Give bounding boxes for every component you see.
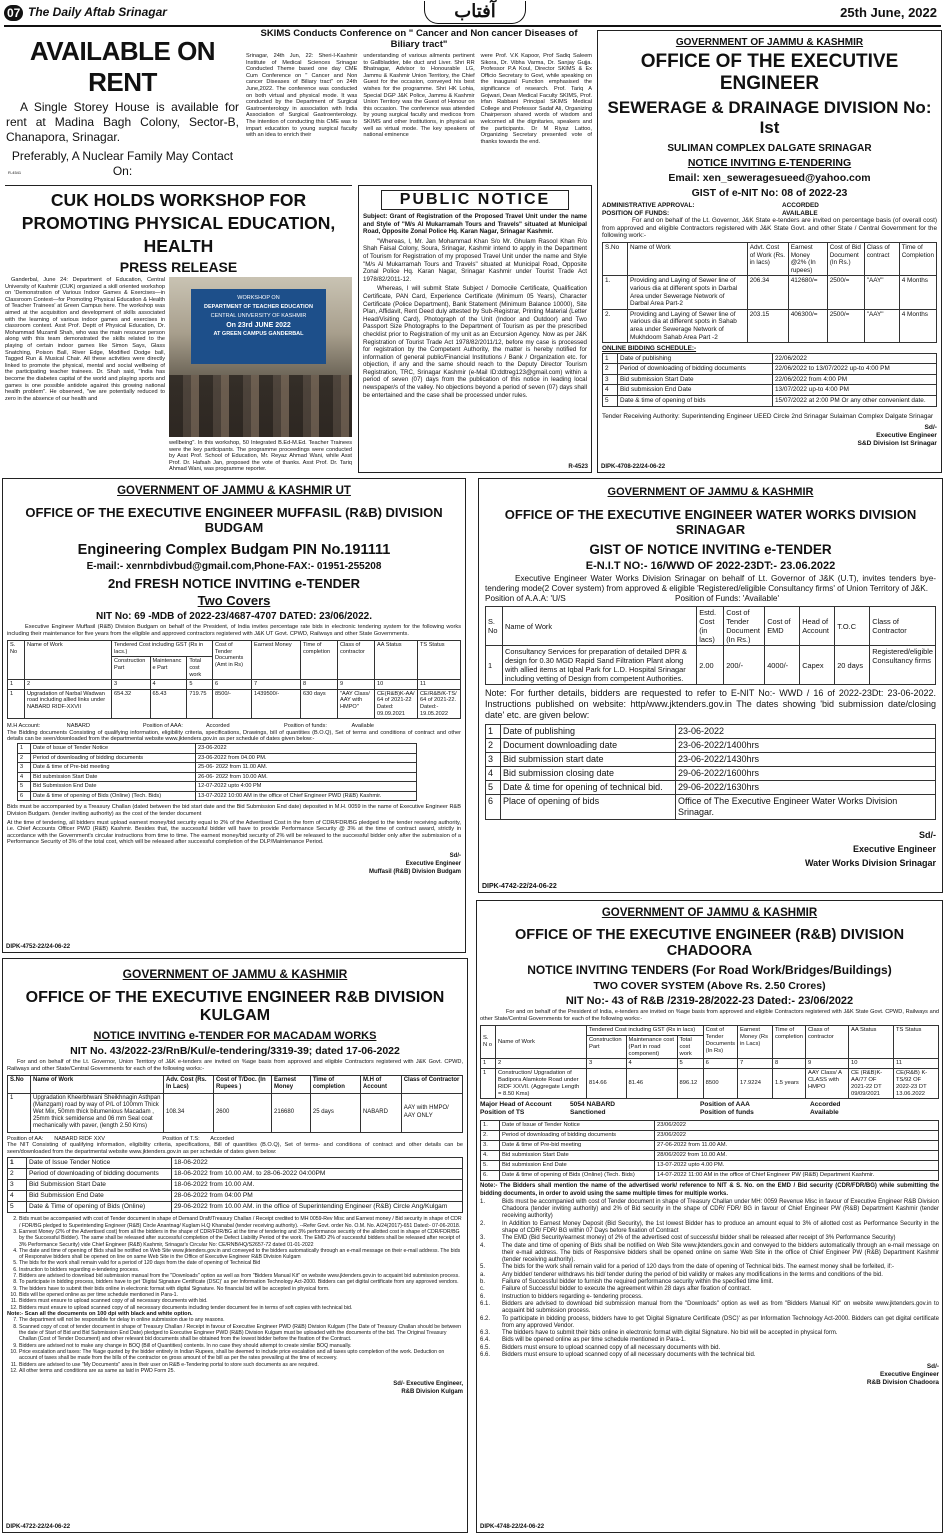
public-ref: R-4523 xyxy=(568,464,588,470)
table-row: 1 2 3 4 5 6 7 8 9 10 11 xyxy=(481,1059,939,1069)
kulgam-gov: GOVERNMENT OF JAMMU & KASHMIR xyxy=(122,967,348,981)
budgam-schedule xyxy=(17,743,417,802)
kulgam-note-scan: Note:- Scan all the documents on 100 dpi with black and white option. xyxy=(7,1310,193,1317)
col-em: Earnest Money @2% (In rupees) xyxy=(788,242,827,275)
budgam-office: OFFICE OF THE EXECUTIVE ENGINEER MUFFASIL (R&B) DIVISION BUDGAM xyxy=(25,505,443,535)
rent-ad xyxy=(6,32,239,177)
budgam-complex: Engineering Complex Budgam PIN No.191111 xyxy=(77,542,391,558)
budgam-nit: NIT No: 69 -MDB of 2022-23/4687-4707 DATED: 23/06/2022. xyxy=(95,611,373,622)
cuk-col1: Ganderbal, June 24: Department of Education, Central University of Kashmir (CUK) organized a skill oriented workshop on 'Demonstration of Various Indoor Games & Exercises—in Classroom Context—for Promoting Physical Education & Health of Teacher Trainees' at Green Campus here. The workshop was aimed at the acquisition and development of skills associated with the learning of various indoor games and exercises in classroom context. Asst Prof. Deptt of Physical Education, Dr. Mohammad Muzamil Shah, who was the main resource person along with this team demonstrated the skills related to the playing of certain indoor games like Simon Says, Glass Snatching, Poison Ball, River Edge, Modified Dodge ball, Tagged Run & Musical Chair. All these activities were directly linked to promote the physical, mental and social wellbeing of the participating teacher trainees. Dr. Shah said, "India has become the diabetes capital of the world and playing sports and games is one possible antidote against this growing national health problem". He observed, "we are potentially reduced to zero in the absence of our health and xyxy=(5,277,165,402)
chadoora-nit: NIT No:- 43 of R&B /2319-28/2022-23 Dated:- 23/06/2022 xyxy=(565,995,854,1007)
water-office: OFFICE OF THE EXECUTIVE ENGINEER WATER WORKS DIVISION SRINAGAR xyxy=(504,507,917,537)
cuk-article xyxy=(5,185,352,471)
signature: Sd/- xyxy=(919,830,936,840)
kulgam-table: S.No Name of Work Adv. Cost (Rs. In Lacs) Cost of T/Doc. (In Rupees ) Earnest Money Time of completion M.H of Account Class of Contractor 1 Upgradation Kheerbhwani Sheikhnagin Asthpan (Manzgam) road by way of P/L of 100mm Thick Wet Mix, 50mm thick bitumenious Macadam , 25mm thick semidense and 06 mm Seal coat mechanically with paver, (length 2.50 Kms) 108.34 2600 216680 25 days NABARD AAY with HMPO/ AAY ONLY xyxy=(7,1075,463,1132)
sewerage-intro: For and on behalf of the Lt. Governor, J&K State e-tenders are invited on percentage basis (of overall cost) from approved and eligible Contractors registered with J&K State Govt. and other State / Central Government for the following work:- xyxy=(602,217,937,240)
table-row: 4 Bid submission closing date 29-06-2022/1600hrs xyxy=(486,767,936,781)
waterworks-tender xyxy=(478,478,943,893)
water-intro: Executive Engineer Water Works Division Srinagar on behalf of Lt. Governor of J&K (U.T), invites tenders bye-tendering mode(2 Cover system) from approved & eligible 'Registered/eligible Consultancy firms' of Union Territory of J&K. xyxy=(485,574,936,593)
chadoora-cover: TWO COVER SYSTEM (Above Rs. 2.50 Crores) xyxy=(593,980,826,992)
sewerage-gist: GIST of e-NIT No: 08 of 2022-23 xyxy=(691,187,848,199)
kulgam-nit: NIT No. 43/2022-23/RnB/Kul/e-tendering/3319-39; dated 17-06-2022 xyxy=(70,1045,400,1057)
signature-division: Water Works Division Srinagar xyxy=(804,858,936,868)
table-row: 2 Period of downloading of bidding documents 23-06-2022 from 04.00 PM. xyxy=(18,753,417,763)
head-label: Major Head of Account xyxy=(480,1101,552,1109)
table-row: 5. Bid submission End Date 13-07-2022 upto 4.00 PM. xyxy=(481,1161,939,1171)
photo-people xyxy=(169,375,352,437)
budgam-email: E-mail:- xenrnbdivbud@gmail.com,Phone-FAX:- 01951-255208 xyxy=(86,561,382,572)
skims-article xyxy=(246,28,592,178)
col-cost: Advt. Cost of Work (Rs. in lacs) xyxy=(747,242,788,275)
sewerage-notice: NOTICE INVITING E-TENDERING xyxy=(687,157,852,169)
col-class: Class of contract xyxy=(864,242,899,275)
kulgam-office: OFFICE OF THE EXECUTIVE ENGINEER R&B DIVISION KULGAM xyxy=(25,989,445,1024)
photo-banner: WORKSHOP ON DEPARTMENT OF TEACHER EDUCATION CENTRAL UNIVERSITY OF KASHMIR On 23rd JUNE 2022 AT GREEN CAMPUS GANDERBAL xyxy=(191,289,326,364)
table-row: 3 Bid Submission Start Date 18-06-2022 from 10.00 AM. xyxy=(8,1180,463,1191)
budgam-ma: M.H Account: NABARD Position of AAA: Accorded Position of funds: Available xyxy=(7,723,375,730)
cuk-col2: wellbeing". In this workshop, 50 Integrated B.Ed-M.Ed. Teacher Trainees were the key participants. The programme proceedings were conducted by Asst Prof. School of Education, Mr. Reyaz Ahmad Wani, while Asst Prof. Dr. Hafsah Jan, proposed the vote of thanks. Asst Prof. Dr. Tariq Ahmad Wani, was programme reporter. xyxy=(169,440,352,471)
table-row: 3 Date & time of Pre-bid meeting 25-06- 2022 from 11.00 AM. xyxy=(18,763,417,773)
chadoora-office: OFFICE OF THE EXECUTIVE ENGINEER (R&B) DIVISION CHADOORA xyxy=(514,927,905,959)
table-row: 1. Providing and Laying of Sewer line of various dia at different spots in Darbal Area under Sewerage Network of Darbal Area Part-2 206.34 412680/= 2500/= "AAY" 4 Months xyxy=(603,276,937,309)
water-gov: GOVERNMENT OF JAMMU & KASHMIR xyxy=(607,486,814,498)
skims-title: SKIMS Conducts Conference on " Cancer and Non cancer Diseases of Biliary tract" xyxy=(260,28,578,50)
water-funds: Position of Funds: 'Available' xyxy=(675,594,780,603)
kulgam-notes: 2. Bids must be accompanied with cost of Tender document in shape of Demand Draft/Treasury Challan / Receipt credited to MH 0059-Rev Misc and Earnest money / Bid security in shape of CDR / FDR/BG pledged to Superintending Engineer (R&B) Circle Anantnag/ Kuglam H.Q Khanabal (tender receiving authority). --Refer Govt. order No. O.M. No. A/24(2017)-651 Dated:- 07-06-2018. 3. Earnest Money (2% of the Advertised cost) from all the bidders in the shape of CDR/FDR/BG at the time of tendering and 3% performance security of the allotted cost in shape of CDR/FDR/BG by the Successful Bidder). The same shall be released after successful completion of the Defect Liability Period of the work. The EMD 2% of successful bidders shall be released after receipt of 3% Performance Security) vide Chief Engineer (R&B) Kashmir, Srinagar's Circular No: CE/RNB/HQ/S2657-72 dated 01-01-2022 4. The date and time of opening of Bids shall be notified on Web Site www.jktenders.gov.in and conveyed to the bidders automatically through an e-mail message on their e-mail address. The bids of Responsive bidders shall be opened on line on same Web Site in the Office of Executive Engineer R&B Division Kulgam 5. The bids for the work shall remain valid for a period of 120 days from the date of opening of Technical Bid 6. Instruction to bidders regarding e-tendering process. 7. Bidders are advised to download bid submission manual from the "Downloads" option as well as from "Bidders Manual Kit" on website www.jktenders.gov.in to acquaint bid submission process. 8. To participate in bidding process, bidders have to get 'Digital Signature Certificate (DSC)' as per Information Technology Act-2000. Bidders can get digital certificate from any approved vendors. 9. The bidders have to submit their bids online in electronic format with digital Signature. No financial bid will be accepted in physical form. 10. Bids will be opened online as per time schedule mentioned in Para-1. 11. Bidders must ensure to upload scanned copy of all necessary documents with bid. 12. Bidders must ensure to upload scanned copy of all necessary documents including tender document fee in terms of soft copies with technical bid. xyxy=(7,1216,463,1310)
sewerage-office1: OFFICE OF THE EXECUTIVE ENGINEER xyxy=(640,51,899,94)
workshop-photo xyxy=(169,277,352,437)
public-subject: Subject: Grant of Registration of the Proposed Travel Unit under the name and Style of "M/s Al Mukarramah Tours and Travels" situated at Municipal Road, Opposite Zonal Police Hq. Karan Nagar, Srinagar Kashmir. xyxy=(363,213,587,236)
budgam-n2: Bids must be accompanied by a Treasury Challan (dated between the bid start date and the Bid Submission End date) deposited in M.H. 0059 in the name of Executive Engineer R&B Division Budgam. (tender inviting authority) as the cost of the tender document xyxy=(7,804,461,818)
col-sno: S.No xyxy=(603,242,628,275)
budgam-n3: At the time of tendering, all bidders must upload earnest money/bid security equal to 2% of the Advertised Cost in the form of CDR/FDR/BG pledged to the tender receiving authority, i.e. Chief Accounts Officer PWD (R&B) Kashmir. Besides that, the successful bidder will have to provide Performance Security @ 3% at the time of contract award, strictly in accordance with the Government's circular instructions from time to time. The earnest money/bid security of 2% will be released to the successful bidder only after the submission of a Performance Security of 3% of the total cost, which will be released after successful completion of the DLP/Maintenance Period. xyxy=(7,819,461,846)
table-row: 1 Date of publishing 23-06-2022 xyxy=(486,725,936,739)
budgam-table: S. No Name of Work Tendered Cost including GST (Rs in lacs.) Cost of Tender Documents (Amt in Rs) Earnest Money Time of completion Class of contractor AA Status TS Status Construction Part Maintenanc e Part Total cost work 1 2 3 4 5 6 7 8 9 10 11 1 Upgradation of Narbal Wadwan road including allied links under NABARD RIDF-XXVII 654.32 65.43 719.75 8500/- 1439500/- 630 days "AAY Class/ AAY with HMPO" CE(R&B)K-AA/ 64 of 2021-22 Dated: 09.09.2021 CE/R&B/K-TS/ 64 of 2021-22. Dated:- 19.05.2022 xyxy=(7,640,461,719)
admin-value: ACCORDED xyxy=(782,202,819,209)
funds-value: Available xyxy=(810,1109,839,1117)
ts-value: Sanctioned xyxy=(570,1109,606,1117)
paper-name: The Daily Aftab Srinagar xyxy=(28,5,167,19)
aaa-label: Position of AAA xyxy=(700,1101,750,1109)
ts-label: Position of TS xyxy=(480,1109,525,1117)
water-aaa: Position of A.A.A: 'U/S xyxy=(485,594,566,603)
signature-division: S&D Division Ist Srinagar xyxy=(857,440,937,448)
signature-title: Executive Engineer xyxy=(852,844,936,854)
table-row: 2 Period of downloading of bidding documents 18-06-2022 from 10.00 AM. to 28-06-2022 04:00PM xyxy=(8,1169,463,1180)
table-row: 1 2 3 4 5 6 7 8 9 10 11 xyxy=(8,680,461,690)
signature-division: Muffasil (R&B) Division Budgam xyxy=(368,869,461,876)
table-row: 1 Construction/ Upgradation of Badipora Alamkote Road under RIDF XXVII. (Aggregate Length = 8.50 Kms) 814.66 81.46 896.12 8500 17.9224 1.5 years AAY Class/ A CLASS with HMPO CE (R&B)K-AA/77 OF 2021-22 DT 09/09/2021 CE(R&B) K-TS/92 OF 2022-23 DT 13.06.2022 xyxy=(481,1069,939,1099)
schedule-title: ONLINE BIDDING SCHEDULE:- xyxy=(602,345,697,353)
table-row: 5 Date & time for opening of technical bid. 29-06-2022/1630hrs xyxy=(486,781,936,795)
kulgam-n1: The NIT Consisting of qualifying information, eligibility criteria, specifications, Bill of quantities (B.O.Q), Set of terms- and conditions of contract and other details can be seen/downloaded from the departmental website www.jktenders.gov.in as per schedule of dates given below: xyxy=(7,1142,463,1155)
signature-division: R&B Division Kulgam xyxy=(401,1389,463,1396)
rent-ref: R-4541 xyxy=(8,170,22,175)
chadoora-gov: GOVERNMENT OF JAMMU & KASHMIR xyxy=(601,907,818,919)
chadoora-notice: NOTICE INVITING TENDERS (For Road Work/Bridges/Buildings) xyxy=(527,963,892,977)
signature: Sd/- xyxy=(449,853,461,860)
signature-title: Executive Engineer xyxy=(405,861,461,868)
kulgam-ma: Position of AA: NABARD RIDF XXV Position of T.S: Accorded xyxy=(7,1135,234,1142)
table-row: 4 Bid submission End Date 13/07/2022 up-to 4:00 PM xyxy=(603,385,937,396)
table-row: 6 Place of opening of bids Office of The Executive Engineer Water Works Division Srinagar. xyxy=(486,795,936,820)
budgam-gov: GOVERNMENT OF JAMMU & KASHMIR UT xyxy=(117,485,351,497)
table-row: 5 Date & Time of opening of Bids (Online) 29-06-2022 from 10.00 AM. in the office of Superintending Engineer (R&B) Circle Ang/Kulgam xyxy=(8,1202,463,1213)
table-row: 5 Bid Submission End Date 12-07-2022 upto 4:00 PM xyxy=(18,782,417,792)
kulgam-notice: NOTICE INVITING e-TENDER FOR MACADAM WORKS xyxy=(93,1030,377,1042)
chadoora-schedule xyxy=(480,1120,939,1181)
sewerage-ref: DIPK-4708-22/24-06-22 xyxy=(601,464,666,470)
water-enit: E-N.I.T NO:- 16/WWD OF 2022-23DT:- 23.06.2022 xyxy=(585,560,836,572)
table-row: 5 Date & time of opening of bids 15/07/2022 at 2:00 PM Or any other convenient date. xyxy=(603,396,937,407)
chadoora-table: S. N o Name of Work Tendered Cost including GST (Rs in lacs) Cost of Tender Documents (In Rs) Earnest Money (Rs in Lacs) Time of completion Class of contractor AA Status TS Status Construction Part Maintenance cost (Part in road component) Total cost work 1 2 3 4 5 6 7 8 9 10 11 1 Construction/ Upgradation of Badipora Alamkote Road under RIDF XXVII. (Aggregate Length = 8.50 Kms) 814.66 81.46 896.12 8500 17.9224 1.5 years AAY Class/ A CLASS with HMPO CE (R&B)K-AA/77 OF 2021-22 DT 09/09/2021 CE(R&B) K-TS/92 OF 2022-23 DT 13.06.2022 xyxy=(480,1025,939,1099)
signature-title: Executive Engineer xyxy=(880,1371,939,1379)
chadoora-note: Note:- The Bidders shall mention the name of the advertised work/ reference to NIT & S. No. on the EMD / Bid security (CDR/FDR/BG) while submitting the bidding documents, in order to avoid using the same multiple times for multiple works. xyxy=(480,1183,939,1197)
head-value: 5054 NABARD xyxy=(570,1101,616,1109)
budgam-intro: Executive Engineer Muffasil (R&B) Division Budgam on behalf of the President, of India invites percentage rate bids in electronic tendering system for the following works including their maintenance for five years from the eligible and approved contractors registered with J&K UT Govt. CPWD, Railways and other State Governments. xyxy=(7,624,461,637)
sewerage-gov: GOVERNMENT OF JAMMU & KASHMIR xyxy=(675,37,864,48)
sewerage-authority: Tender Receiving Authority: Superintending Engineer UEED Circle 2nd Srinagar Sulaiman Complex Dalgate Srinagar xyxy=(602,412,934,420)
table-row: 4. Bid submission Start Date 28/06/2022 from 10.00 AM. xyxy=(481,1151,939,1161)
water-table: S. No Name of Work Estd. Cost (in lacs) Cost of Tender Document (In Rs.) Cost of EMD Head of Account T.O.C Class of Contractor 1 Consultancy Services for preparation of detailed DPR & design for 0.30 MGD Rapid Sand Filtration Plant along with allied items at Iqbal Park for L.D. Hospital Srinagar including vetting of Design from competent Authorities. 2.00 200/- 4000/- Capex 20 days Registered/eligible Consultancy firms xyxy=(485,606,936,685)
signature-title: Sd/- Executive Engineer, xyxy=(393,1381,463,1388)
public-p1: "Whereas, I, Mr. Jan Mohammad Khan S/o Mr. Ghulam Rasool Khan R/o Shah Faisal Colony, Soura, Srinagar, Kashmir intend to apply in the Department of Tourism for Registration of my proposed Travel Unit under the name and Style "M/s Al Mukarramah Tours and Travels" situated at Municipal Road, Opposite Zonal Police Hq. Karan Nagar, Srinagar Kashmir under Tourist Trade Act 1978/82/2011-12. xyxy=(363,237,587,283)
skims-col2: understanding of various ailments pertinent to Gallbladder, bile duct and Liver. Shri RR Bhatnagar, Advisor to Honourable LG, Jammu & Kashmir Union Territory, the Chief Guest for the occasion, conveyed his best wishes for the programme. Shri HK Lohia, Special DGP J&K Police, Jammu & Kashmir Union Territory was the Guest of Honour on this occasion. The conference was attended by young surgical faculty and medicos from SKIMS and other Institutions, in physical as well as virtual mode. The key speakers of national eminence xyxy=(363,53,475,139)
table-row: 1 Upgradation Kheerbhwani Sheikhnagin Asthpan (Manzgam) road by way of P/L of 100mm Thick Wet Mix, 50mm thick bitumenious Macadam , 25mm thick semidense and 06 mm Seal coat mechanically with paver, (length 2.50 Kms) 108.34 2600 216680 25 days NABARD AAY with HMPO/ AAY ONLY xyxy=(8,1093,463,1132)
budgam-fresh: 2nd FRESH NOTICE INVITING e-TENDER xyxy=(107,576,361,591)
kulgam-ref: DIPK-4722-22/24-06-22 xyxy=(6,1524,71,1530)
sewerage-office2: SEWERAGE & DRAINAGE DIVISION No: Ist xyxy=(607,98,932,137)
water-schedule xyxy=(485,724,936,820)
table-row: 4 Bid submission Start Date 26-06- 2022 from 10.00 AM. xyxy=(18,772,417,782)
water-gist: GIST OF NOTICE INVITING e-TENDER xyxy=(589,542,832,557)
col-time: Time of Completion xyxy=(899,242,936,275)
chadoora-intro: For and on behalf of the President of India, e-tenders are invited on %age basis from approved and eligible Contractors registered with J&K State Govt. CPWD, Railways and other State/Central Governments for each of the following works:- xyxy=(480,1009,939,1022)
table-row: 2. Providing and Laying of Sewer line of various dia at different spots in Sahab area under Sewerage Network of Mukhdoom Sahab Area Part -2 203.15 406300/= 2500/= "AAY" 4 Months xyxy=(603,309,937,342)
cuk-subtitle: PRESS RELEASE xyxy=(119,259,238,275)
water-ref: DIPK-4742-22/24-06-22 xyxy=(482,883,557,890)
sewerage-tender xyxy=(597,30,942,473)
budgam-n1: The Bidding documents Consisting of qualifying information, eligibility criteria, specifications, Drawings, bill of quantities (B.O.Q), Set of terms and conditions of contract and other details can be seen/downloaded from the departmental website www.jktenders.gov.in as per schedule of dates given below:- xyxy=(7,729,461,743)
rent-body: A Single Storey House is available for rent at Madina Bagh Colony, Sector-B, Chanapora, Srinagar. xyxy=(6,100,239,144)
public-p2: Whereas, I will submit State Subject / Domocile Certificate, Qualification Certificate, PAN Card, Experience Certificate (Minimum 05 Years), Character Certificate (Police Department), Bank Statement (Minimum Balance 10000), Site Plan, Affidavit, Rent Deed duly attested by Sub-Registrar, Printing Material (Letter Head/Visiting Card), Photograph of the Unit (Indoor and Outdoor) and Two Passport Size Photographs to the Department of Tourism as per the prescribed checklist prior to Registration of my unit as an Excursion Agency. Now as per J&K Registration of Tourist Trade Act 1978/82/2011/12, before my case is processed for registration by the Competent Authority, the matter is hereby notified for information of general public/Financial Institutions / Bank / Organization etc. for objection, if any and the same should reach to the Deputy Director Tourism Registration, TRC, Srinagar Kashmir (e-Mail ID:ddtreg123@gmail.com) within a period of seven (07) days from the publication of this notice in leading local newspaper/s of the valley. No objections beyond a period of seven (07) days shall be entertained and the case shall be processed under rules. xyxy=(363,285,587,399)
budgam-covers: Two Covers xyxy=(197,593,271,608)
sewerage-address: SULIMAN COMPLEX DALGATE SRINAGAR xyxy=(667,143,872,154)
signature-division: R&B Division Chadoora xyxy=(866,1379,939,1387)
signature-title: Executive Engineer xyxy=(876,432,937,440)
table-row: 1 Upgradation of Narbal Wadwan road including allied links under NABARD RIDF-XXVII 654.32 65.43 719.75 8500/- 1439500/- 630 days "AAY Class/ AAY with HMPO" CE(R&B)K-AA/ 64 of 2021-22 Dated: 09.09.2021 CE/R&B/K-TS/ 64 of 2021-22. Dated:- 19.05.2022 xyxy=(8,689,461,718)
table-row: 2 Document downloading date 23-06-2022/1400hrs xyxy=(486,739,936,753)
table-row: 6 Date & time of opening of Bids (Online) (Tech. Bids) 13-07-2022 10:00 AM in the office of Chief Engineer PWD (R&B) Kashmir. xyxy=(18,791,417,801)
masthead xyxy=(4,3,941,27)
chadoora-notes: 1. Bids must be accompanied with cost of Tender document in shape of Treasury Challan under MH: 0059 Revenue Misc in favour of Executive Engineer R&B Division Chadoora (tender inviting authority) and 2% of Bid security in the shape of CDR/ FDR/ BG in favour of Chief Engineer PW (R&B) Department Kashmir (tender receiving authority) 2. In Addition to Earnest Money Deposit (Bid Security), the 1st lowest Bidder has to produce an amount equal to 3% of allotted cost as Performance Security in the shape of CDR/ FDR/ BG within 07 Days before fixation of Contract 3. The EMD (Bid Security/earnest money) of 2% of the advertised cost of successful bidder shall be released after receipt of 3% Performance Security) 4. The date and time of opening of Bids shall be notified on Web Site www.jktenders.gov.in and conveyed to the bidders automatically through an e-mail message on their e-mail address. The bids of Responsive bidders shall be opened online on same Web Site in the office of Chief Engineer PW (R&B) Department Kashmir (tender receiving authority). 5. The bids for the work shall remain valid for a period of 120 days from the date of opening of Technical bids. The earnest money shall be forfeited, if:- a. Any bidder/ tenderer withdraws his bid/ tender during the period of bid validity or makes any modifications in the terms and conditions of the bid. b. Failure of Successful bidder to furnish the required performance security within the specified time limit. c. Failure of Successful bidder to execute the agreement within 28 days after fixation of contract. 6. Instruction to bidders regarding e- tendering process. 6.1. Bidders are advised to download bid submission manual from the "Downloads" option as well as from "Bidders Manual Kit" on website www.jktenders.gov.in to acquaint bid submission process. 6.2. To participate in bidding process, bidders have to get 'Digital Signature Certificate (DSC)' as per Information Technology Act-2000. Bidders can get digital certificate from any approved Vendor. 6.3. The bidders have to submit their bids online in electronic format with digital Signature. No bid will be accepted in physical form. 6.4. Bids will be opened online as per time schedule mentioned in Para-1. 6.5. Bidders must ensure to upload scanned copy of all necessary documents with bid. 6.6. Bidders must ensure to upload scanned copy of all necessary documents with the technical bid. xyxy=(480,1198,939,1358)
page-number: 07 xyxy=(4,5,23,21)
rent-title: AVAILABLE ON RENT xyxy=(29,36,216,97)
admin-label: ADMINISTRATIVE APPROVAL: xyxy=(602,202,695,209)
chadoora-ref: DIPK-4748-22/24-06-22 xyxy=(480,1524,545,1530)
table-row: 3. Date & time of Pre-bid meeting 27-06-2022 from 11.00 AM. xyxy=(481,1141,939,1151)
public-title: PUBLIC NOTICE xyxy=(381,190,569,210)
water-note: Note: For further details, bidders are requested to refer to E-NIT No:- WWD / 16 of 2022-23Dt: 23-06-2022. Instructions published on website: http/www.jktenders.gov.in The dates showing 'bid submission date/closing date' etc. are given below: xyxy=(485,688,936,720)
table-row: 1 Consultancy Services for preparation of detailed DPR & design for 0.30 MGD Rapid Sand Filtration Plant along with allied items at Iqbal Park for L.D. Hospital Srinagar including vetting of Design from competent Authorities. 2.00 200/- 4000/- Capex 20 days Registered/eligible Consultancy firms xyxy=(486,646,936,685)
aaa-value: Accorded xyxy=(810,1101,841,1109)
table-row: 1 Date of Issue of Tender Notice 23-06-2022 xyxy=(18,743,417,753)
table-row: 1 Date of publishing 22/06/2022 xyxy=(603,353,937,364)
funds-label: POSITION OF FUNDS: xyxy=(602,209,670,217)
date: 25th June, 2022 xyxy=(840,5,937,20)
kulgam-schedule xyxy=(7,1157,463,1213)
table-row: 4 Bid Submission End Date 28-06-2022 from 04:00 PM xyxy=(8,1191,463,1202)
cuk-title: CUK HOLDS WORKSHOP FOR PROMOTING PHYSICAL EDUCATION, HEALTH xyxy=(21,190,336,256)
sewerage-table xyxy=(602,242,937,343)
table-row: 6. Date & time of opening of Bids (Online) (Tech. Bids) 14-07-2022 11:00 AM in the office of Chief Engineer PW (R&B) Department Kashmir. xyxy=(481,1171,939,1181)
funds-value: AVAILABLE xyxy=(782,209,818,217)
budgam-ref: DIPK-4752-22/24-06-22 xyxy=(6,944,71,950)
skims-col3: were Prof. V.K Kapoor, Prof Sadiq Saleem Sikora, Dr. Vibha Varma, Dr. Sanjay Gujja. Professor P.A Koul, Director SKIMS & Ex Officio Secretary to Govt, while speaking on the inaugural Function emphasised the significance of research. Prof. Tariq A Gojwari, Dean Medical Faculty SKIMS, Prof. Irfan Rabbani Principal SKIMS Medical College and Professor Sadaf Ali, Organizing Chairperson shared words of wisdom and welcomed all the dignitaries, speakers and the participants. Dr M Riyaz Lattoo, Organizing Secretary presented vote of thanks towards the end. xyxy=(480,53,592,145)
table-row: 3 Bid submission Start Date 22/06/2022 from 4:00 PM xyxy=(603,374,937,385)
kulgam-intro: For and on behalf of the Lt. Governor, Union Territory of J&K e-tenders are invited on %age basis from approved and eligible Contractors registered with J&K Govt. CPWD, Railways and other State/Central Governments for each of the following works:- xyxy=(7,1059,463,1072)
rent-preferably: Preferably, A Nuclear Family May Contact On: xyxy=(11,149,234,177)
skims-col1: Srinagar, 24th Jun, 22: Sheri-I-Kashmir Institute of Medical Sciences Srinagar Conducted Theme based one day CME Cum Conference on " Cancer and Non cancer Diseases of Biliary tract" on 24th June,2022. The conference was conducted on both virtual and physical mode. It was conducted by the Department of Surgical Gastroenterology in association with India Association of Surgical Gastroenterology. The intention of conducting this CME was to impart education to young surgical faculty with an idea to enrich their xyxy=(246,53,358,139)
col-name: Name of Work xyxy=(628,242,748,275)
table-row: 2. Period of downloading of bidding documents 23/06/2022 xyxy=(481,1131,939,1141)
table-row: 1 Date of Issue Tender Notice 18-06-2022 xyxy=(8,1158,463,1169)
kulgam-tender xyxy=(2,958,468,1533)
funds-label: Position of funds xyxy=(700,1109,754,1117)
chadoora-tender xyxy=(476,900,943,1533)
signature: Sd/- xyxy=(924,424,937,432)
public-notice xyxy=(358,185,592,473)
sewerage-schedule xyxy=(602,353,937,407)
table-row: 2 Period of downloading of bidding documents 22/06/2022 to 13/07/2022 up-to 4:00 PM xyxy=(603,364,937,375)
logo: آفتاب xyxy=(424,1,526,24)
budgam-tender xyxy=(2,478,466,953)
table-row: 3 Bid submission start date 23-06-2022/1430hrs xyxy=(486,753,936,767)
table-row: 1. Date of Issue of Tender Notice 23/06/2022 xyxy=(481,1121,939,1131)
signature: Sd/- xyxy=(926,1363,939,1371)
sewerage-email: Email: xen_seweragesueed@yahoo.com xyxy=(668,172,871,184)
kulgam-notes2: 7. The department will not be responsible for delay in online submission due to any reasons. 8. Scanned copy of cost of tender document in shape of Treasury Challan / Receipt in favour of Executive Engineer PWD (R&B) Division Kulgam (The Date of Treasury Challan should be between the date of Start of Bid and Bid Submission End Date) pledged to Executive Engineer PWD (R&B) Division Kulgam must be uploaded with the documents of the bid. The Original Treasury Challan (Cost of Tender Document) and other relevant bid documents shall be obtained from the lowest bidder before the fixation of the Contract. 9. Bidders are advised not to make any change in BOQ (Bill of Quantities) contents. In no case they should attempt to create similar BOQ manually. 10. Price escalation and taxes: The %age quoted by the bidder entirely in Indian Rupees, shall be deemed to include price escalation and all taxes upto completion of the work. Deduction on account of taxes shall be made from the bills of the contractor on gross amount of the bill as per the rates prevailing at the time of recovery. 11. Bidders are advised to use "My Documents" area in their user on R&B e-Tendering portal to store such documents as are required. 12. All other terms and conditions are as same as laid in PWD Form 25. xyxy=(7,1317,463,1374)
col-doc: Cost of Bid Document (In Rs.) xyxy=(827,242,864,275)
